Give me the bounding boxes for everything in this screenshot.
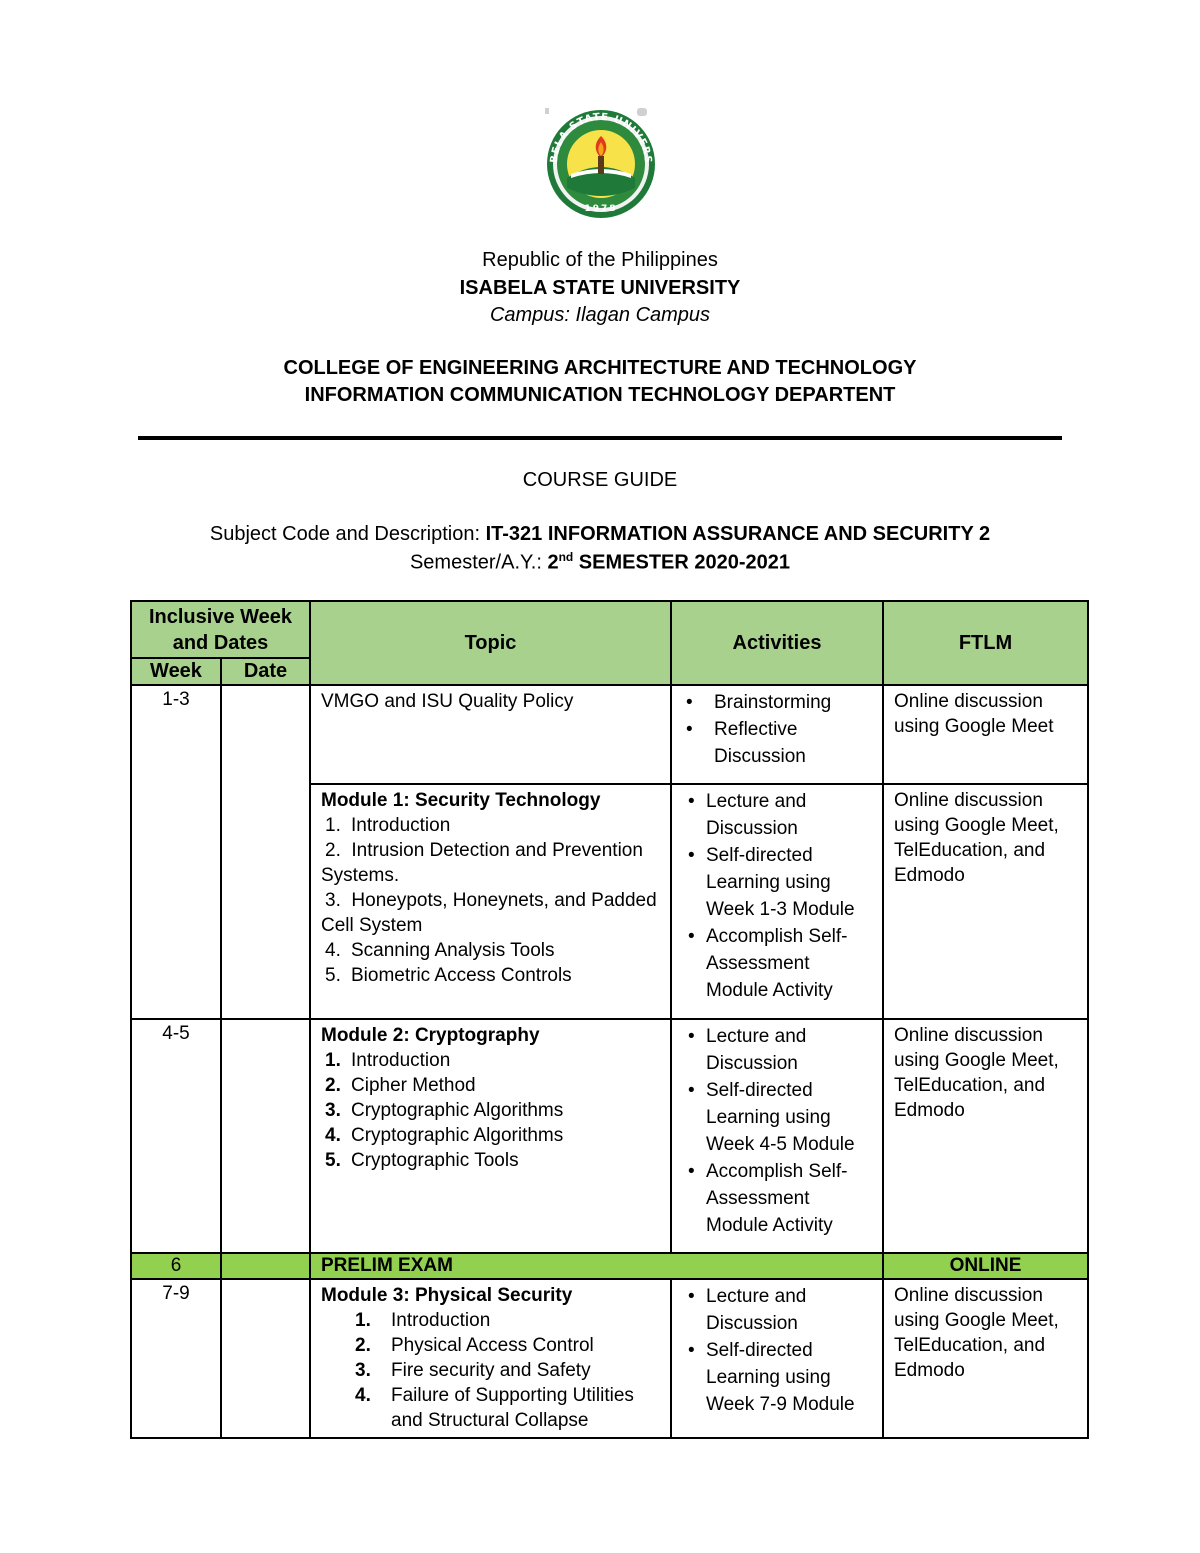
date-cell — [221, 1019, 310, 1253]
table-row — [131, 685, 1088, 784]
subject-value: IT-321 INFORMATION ASSURANCE AND SECURITY 2 — [485, 523, 991, 545]
date-cell — [221, 685, 310, 1019]
doc-title: COURSE GUIDE — [522, 469, 678, 491]
list-item: • Brainstorming — [686, 692, 832, 713]
list-item: 2. Physical Access Control — [355, 1335, 594, 1356]
campus-line: Campus: Ilagan Campus — [489, 304, 711, 326]
activities-cell — [671, 1279, 883, 1438]
week-cell: 6 — [131, 1253, 221, 1279]
university-name: ISABELA STATE UNIVERSITY — [459, 277, 741, 299]
semester-rest: SEMESTER 2020-2021 — [573, 551, 791, 574]
header-inclusive-week: Inclusive Week and Dates — [131, 601, 310, 658]
department-name: INFORMATION COMMUNICATION TECHNOLOGY DEPARTENT — [304, 384, 896, 406]
module-title: Module 1: Security Technology — [321, 790, 601, 811]
list-item: 3. Honeypots, Honeynets, and Padded Cell System — [321, 890, 657, 936]
subject-line — [0, 523, 1200, 546]
activities-cell — [671, 1019, 883, 1253]
activities-cell — [671, 784, 883, 1019]
topic-title: VMGO and ISU Quality Policy — [321, 691, 574, 712]
ftlm-cell: Online discussion using Google Meet, TelEducation, and Edmodo — [883, 1279, 1088, 1438]
exam-mode: ONLINE — [883, 1253, 1088, 1279]
table-row — [131, 1019, 1088, 1253]
list-item: 2. Cipher Method — [325, 1075, 476, 1096]
ftlm-cell: Online discussion using Google Meet, TelEducation, and Edmodo — [883, 784, 1088, 1019]
list-item: • Self-directed Learning using Week 1-3 Module — [688, 845, 855, 920]
seal-year: 1978 — [584, 204, 618, 214]
header-date: Date — [221, 658, 310, 685]
university-seal-logo — [541, 108, 661, 220]
list-item: • Accomplish Self-Assessment Module Activity — [688, 1161, 848, 1236]
list-item: • Accomplish Self-Assessment Module Activity — [688, 926, 848, 1001]
header-activities: Activities — [671, 601, 883, 685]
header-topic: Topic — [310, 601, 671, 685]
list-item: 5. Biometric Access Controls — [325, 965, 572, 986]
list-item: 4. Failure of Supporting Utilities and Structural Collapse — [355, 1385, 634, 1431]
list-item: • Lecture and Discussion — [688, 791, 807, 839]
date-cell — [221, 1279, 310, 1438]
week-cell: 4-5 — [131, 1019, 221, 1253]
list-item: 1. Introduction — [355, 1310, 491, 1331]
activities-cell — [671, 685, 883, 784]
list-item: • Lecture and Discussion — [688, 1286, 807, 1334]
college-name: COLLEGE OF ENGINEERING ARCHITECTURE AND TECHNOLOGY — [283, 357, 917, 379]
list-item: 4. Scanning Analysis Tools — [325, 940, 555, 961]
list-item: 1. Introduction — [325, 1050, 451, 1071]
subject-label: Subject Code and Description: — [209, 523, 486, 545]
header-ftlm: FTLM — [883, 601, 1088, 685]
ftlm-cell: Online discussion using Google Meet, TelEducation, and Edmodo — [883, 1019, 1088, 1253]
list-item: • Reflective Discussion — [686, 719, 806, 767]
list-item: • Lecture and Discussion — [688, 1026, 807, 1074]
semester-sup: nd — [558, 550, 574, 564]
course-guide-table — [130, 600, 1089, 1439]
topic-cell — [310, 1019, 671, 1253]
semester-num: 2 — [547, 551, 559, 574]
date-cell — [221, 1253, 310, 1279]
ftlm-cell: Online discussion using Google Meet — [883, 685, 1088, 784]
republic-line: Republic of the Philippines — [482, 249, 718, 271]
semester-line — [0, 550, 1200, 575]
week-cell: 1-3 — [131, 685, 221, 1019]
list-item: 5. Cryptographic Tools — [325, 1150, 519, 1171]
module-title: Module 2: Cryptography — [321, 1025, 540, 1046]
header-week: Week — [131, 658, 221, 685]
table-row — [131, 1279, 1088, 1438]
list-item: 1. Introduction — [325, 815, 451, 836]
week-cell: 7-9 — [131, 1279, 221, 1438]
list-item: 4. Cryptographic Algorithms — [325, 1125, 564, 1146]
list-item: • Self-directed Learning using Week 7-9 Module — [688, 1340, 855, 1415]
list-item: • Self-directed Learning using Week 4-5 Module — [688, 1080, 855, 1155]
topic-cell — [310, 784, 671, 1019]
table-row-exam — [131, 1253, 1088, 1279]
module-title: Module 3: Physical Security — [321, 1285, 573, 1306]
topic-cell — [310, 685, 671, 784]
topic-cell — [310, 1279, 671, 1438]
list-item: 3. Cryptographic Algorithms — [325, 1100, 564, 1121]
exam-title: PRELIM EXAM — [310, 1253, 883, 1279]
list-item: 2. Intrusion Detection and Prevention Systems. — [321, 840, 643, 886]
semester-label: Semester/A.Y.: — [409, 551, 548, 574]
header-divider — [138, 436, 1062, 440]
seal-top-text: BELA STATE UNIVERS — [548, 111, 654, 165]
list-item: 3. Fire security and Safety — [355, 1360, 591, 1381]
